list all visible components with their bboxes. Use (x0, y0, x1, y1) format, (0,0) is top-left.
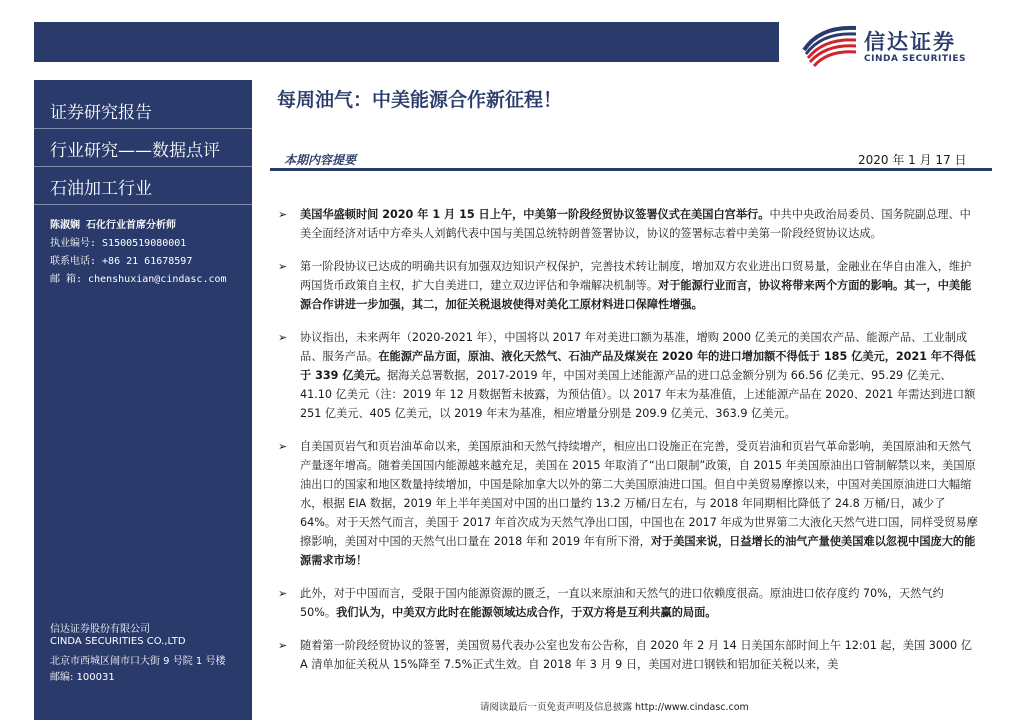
company-name-en: CINDA SECURITIES CO.,LTD (50, 636, 186, 647)
paragraph-text: 据海关总署数据，2017-2019 年，中国对美国上述能源产品的进口总金额分别为 66.56 亿美元、95.29 亿美元、41.10 亿美元（注：2019 年 12 月数据暂未披露，为预估值）。以 2017 年末为基准值，上述能源产品在 2020、2021 年需达到进口额 251 亿美元、405 亿美元，以 2019 年末为基准，相应增量分别是 209.9 亿美元、363.9 亿美元。 (300, 369, 976, 420)
logo-text-cn: 信达证券 (864, 30, 956, 54)
bullet-arrow-icon: ➢ (278, 260, 288, 273)
header-rule (270, 168, 992, 171)
paragraph (278, 257, 980, 314)
sidebar (34, 80, 252, 720)
report-body (278, 205, 980, 688)
paragraph (278, 328, 980, 423)
sidebar-divider (34, 128, 252, 129)
analyst-email: 邮 箱: chenshuxian@cindasc.com (50, 274, 227, 285)
paragraph-text: 自美国页岩气和页岩油革命以来，美国原油和天然气持续增产，相应出口设施正在完善，受页岩油和页岩气革命影响，美国原油和天然气产量逐年增高。随着美国国内能源越来越充足，美国在 2015 年取消了“出口限制”政策，自 2015 年美国原油出口管制解禁以来，美国原油出口的国家和地区数量持续增加，中国是除加拿大以外的第二大美国原油进口国。但自中美贸易摩擦以来，中国对美国原油进口大幅缩水，根据 EIA 数据，2019 年上半年美国对中国的出口量约 13.2 万桶/日左右，与 2018 年同期相比降低了 24.8 万桶/日，减少了 64%。对于天然气而言，美国于 2017 年首次成为天然气净出口国，中国也在 2017 年成为世界第二大液化天然气进口国，同样受贸易摩擦影响，美国对中国的天然气出口量在 2018 年和 2019 年有所下滑， (300, 440, 978, 548)
bullet-arrow-icon: ➢ (278, 440, 288, 453)
paragraph-bold: 在能源产品方面，原油、液化天然气、石油产品及煤炭在 2020 年的进口增加额不得低于 185 亿美元，2021 年不得低于 339 亿美元。 (300, 350, 976, 382)
report-type: 证券研究报告 (50, 103, 152, 123)
paragraph (278, 584, 980, 622)
paragraph-bold: 美国华盛顿时间 2020 年 1 月 15 日上午，中美第一阶段经贸协议签署仪式在美国白宫举行。 (300, 208, 770, 221)
summary-label: 本期内容提要 (284, 153, 357, 167)
paragraph-text: 第一阶段协议已达成的明确共识有加强双边知识产权保护，完善技术转让制度，增加双方农业进出口贸易量，金融业在华自由准入，维护两国货币政策自主权，扩大自美进口，建立双边评估和争端解决机制等。 (300, 260, 972, 292)
analyst-name: 陈淑娴 石化行业首席分析师 (50, 220, 177, 231)
paragraph (278, 205, 980, 243)
report-title: 每周油气：中美能源合作新征程！ (277, 89, 563, 111)
paragraph (278, 437, 980, 570)
bullet-arrow-icon: ➢ (278, 208, 288, 221)
cinda-logo (800, 20, 990, 68)
company-name-cn: 信达证券股份有限公司 (50, 624, 150, 635)
industry-name: 石油加工行业 (50, 179, 152, 199)
logo-text-en: CINDA SECURITIES (864, 54, 966, 64)
report-date: 2020 年 1 月 17 日 (858, 153, 967, 167)
report-category: 行业研究——数据点评 (50, 141, 220, 161)
cinda-logo-mark-icon (800, 20, 860, 68)
bullet-arrow-icon: ➢ (278, 639, 288, 652)
bullet-arrow-icon: ➢ (278, 331, 288, 344)
sidebar-divider (34, 166, 252, 167)
analyst-phone: 联系电话: +86 21 61678597 (50, 256, 193, 267)
footer-disclaimer: 请阅读最后一页免责声明及信息披露 http://www.cindasc.com (480, 702, 749, 713)
paragraph-bold: 对于美国来说，日益增长的油气产量使美国难以忽视中国庞大的能源需求市场！ (300, 535, 976, 567)
paragraph-text: 随着第一阶段经贸协议的签署，美国贸易代表办公室也发布公告称，自 2020 年 2 月 14 日美国东部时间上午 12:01 起，美国 3000 亿 A 清单加征关税从 15%降至 7.5%正式生效。自 2018 年 3 月 9 日，美国对进口钢铁和铝加征关税以来，美 (300, 639, 972, 671)
bullet-arrow-icon: ➢ (278, 587, 288, 600)
analyst-license: 执业编号: S1500519080001 (50, 238, 187, 249)
paragraph-text: 此外，对于中国而言，受限于国内能源资源的匮乏，一直以来原油和天然气的进口依赖度很高。原油进口依存度约 70%，天然气约 50%。 (300, 587, 944, 619)
company-address: 北京市西城区闹市口大街 9 号院 1 号楼 (50, 656, 226, 667)
paragraph-text: 中共中央政治局委员、国务院副总理、中美全面经济对话中方牵头人刘鹤代表中国与美国总统特朗普签署协议，协议的签署标志着中美第一阶段经贸协议达成。 (300, 208, 971, 240)
paragraph (278, 636, 980, 674)
paragraph-bold: 我们认为，中美双方此时在能源领域达成合作，于双方将是互利共赢的局面。 (336, 606, 717, 619)
paragraph-bold: 对于能源行业而言，协议将带来两个方面的影响。其一，中美能源合作讲进一步加强，其二，加征关税退坡使得对美化工原材料进口保障性增强。 (300, 279, 972, 311)
company-postcode: 邮编: 100031 (50, 672, 115, 683)
paragraph-text: 协议指出，未来两年（2020-2021 年），中国将以 2017 年对美进口额为基准，增购 2000 亿美元的美国农产品、能源产品、工业制成品、服务产品。 (300, 331, 968, 363)
top-banner (34, 22, 779, 62)
sidebar-divider (34, 204, 252, 205)
